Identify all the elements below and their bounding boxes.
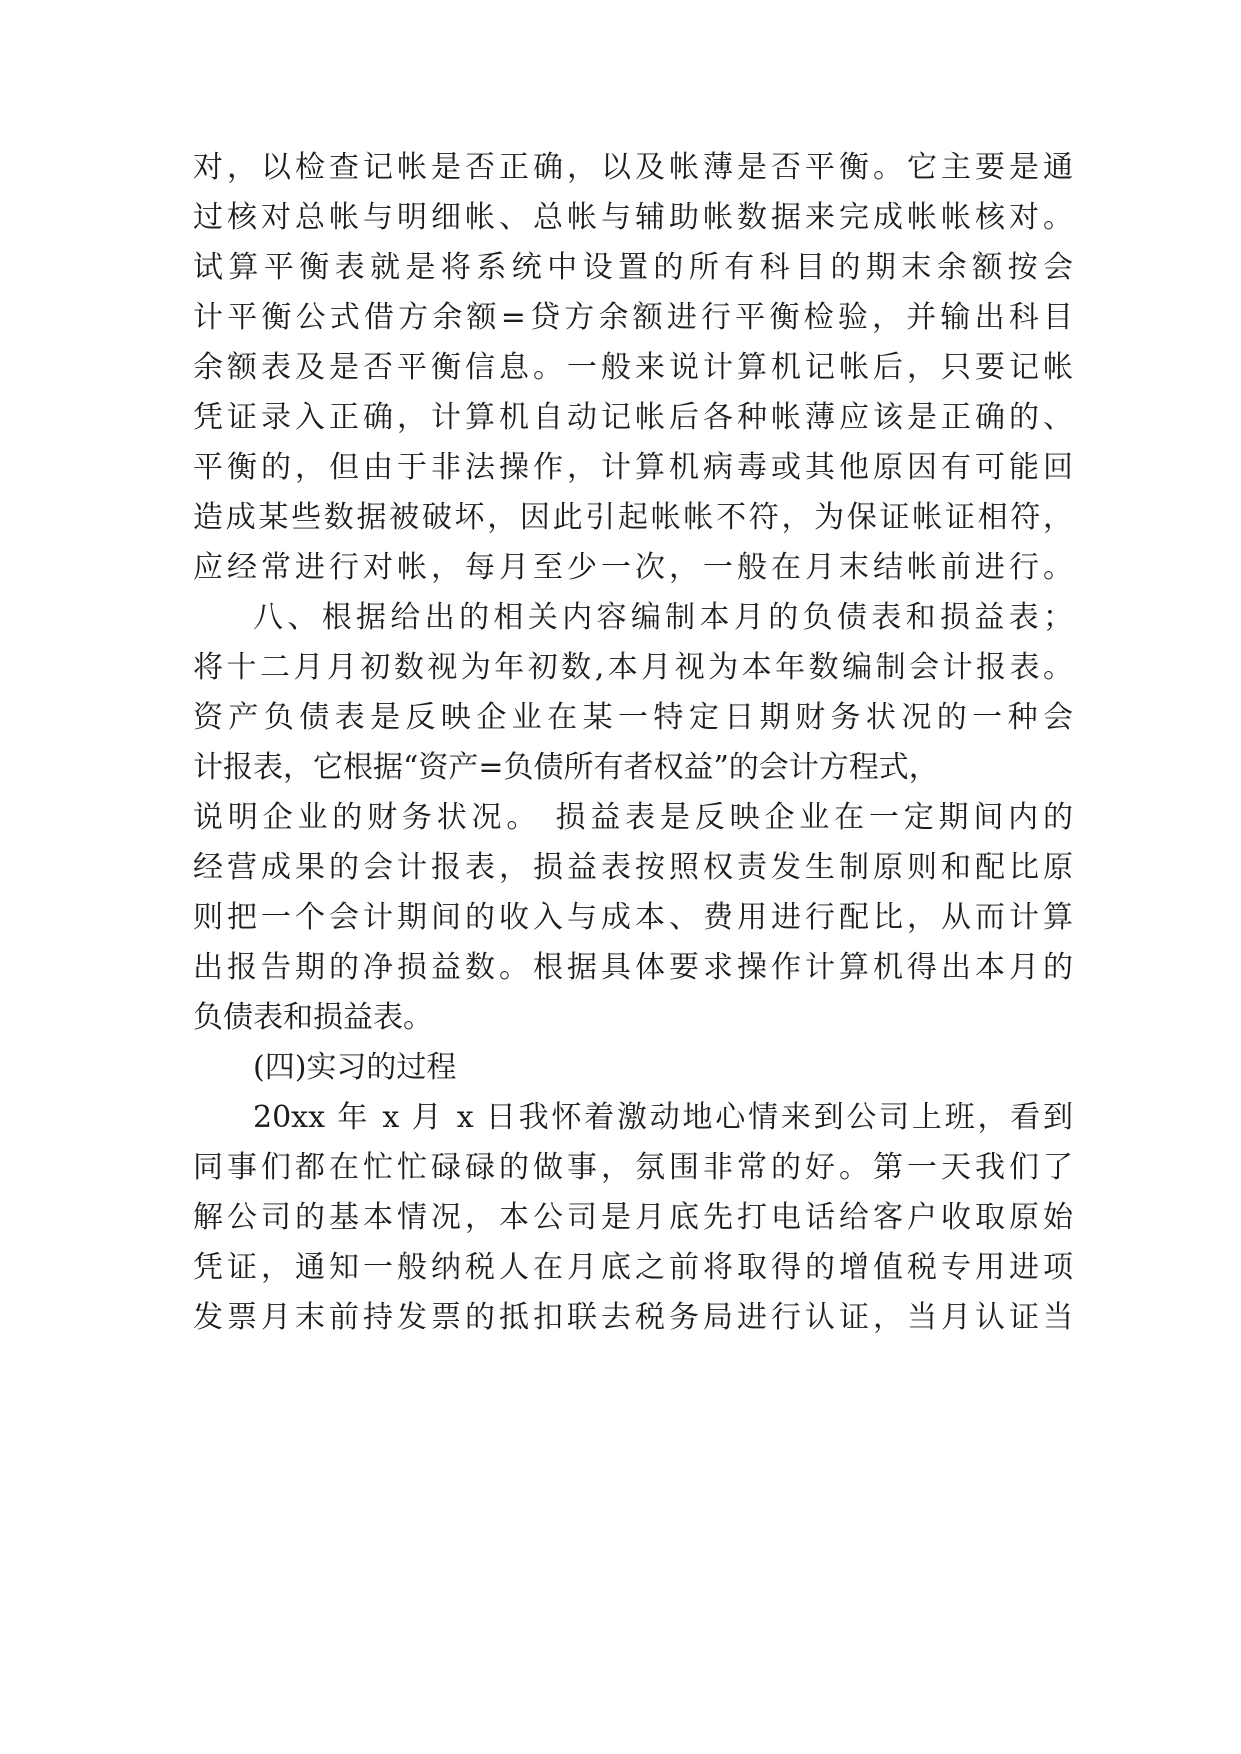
text-line: 出报告期的净损益数。根据具体要求操作计算机得出本月的	[193, 950, 1073, 985]
text-line: 资产负债表是反映企业在某一特定日期财务状况的一种会	[193, 700, 1073, 735]
text-line: 对，以检查记帐是否正确，以及帐薄是否平衡。它主要是通	[193, 150, 1073, 185]
text-line: 平衡的，但由于非法操作，计算机病毒或其他原因有可能回	[193, 450, 1073, 485]
section-heading: (四)实习的过程	[253, 1050, 457, 1085]
text-line: 造成某些数据被破坏，因此引起帐帐不符，为保证帐证相符，	[193, 500, 1073, 535]
text-line: 说明企业的财务状况。 损益表是反映企业在一定期间内的	[193, 800, 1073, 835]
text-line: 试算平衡表就是将系统中设置的所有科目的期末余额按会	[193, 250, 1073, 285]
text-line: 同事们都在忙忙碌碌的做事，氛围非常的好。第一天我们了	[193, 1150, 1073, 1185]
text-line: 计报表，它根据“资产=负债所有者权益”的会计方程式，	[193, 750, 939, 785]
text-line: 凭证录入正确，计算机自动记帐后各种帐薄应该是正确的、	[193, 400, 1073, 435]
text-line: 余额表及是否平衡信息。一般来说计算机记帐后，只要记帐	[193, 350, 1073, 385]
text-line: 凭证，通知一般纳税人在月底之前将取得的增值税专用进项	[193, 1250, 1073, 1285]
text-line: 应经常进行对帐，每月至少一次，一般在月末结帐前进行。	[193, 550, 1073, 585]
text-line: 负债表和损益表。	[193, 1000, 433, 1035]
text-line: 经营成果的会计报表，损益表按照权责发生制原则和配比原	[193, 850, 1073, 885]
text-line: 则把一个会计期间的收入与成本、费用进行配比，从而计算	[193, 900, 1073, 935]
text-line: 计平衡公式借方余额=贷方余额进行平衡检验，并输出科目	[193, 300, 1073, 335]
text-line: 20xx 年 x 月 x 日我怀着激动地心情来到公司上班，看到	[253, 1100, 1073, 1135]
text-line: 过核对总帐与明细帐、总帐与辅助帐数据来完成帐帐核对。	[193, 200, 1073, 235]
text-line: 发票月末前持发票的抵扣联去税务局进行认证，当月认证当	[193, 1300, 1073, 1335]
text-line: 将十二月月初数视为年初数,本月视为本年数编制会计报表。	[193, 650, 1073, 685]
text-line: 解公司的基本情况，本公司是月底先打电话给客户收取原始	[193, 1200, 1073, 1235]
text-line: 八、根据给出的相关内容编制本月的负债表和损益表；	[253, 600, 1073, 635]
